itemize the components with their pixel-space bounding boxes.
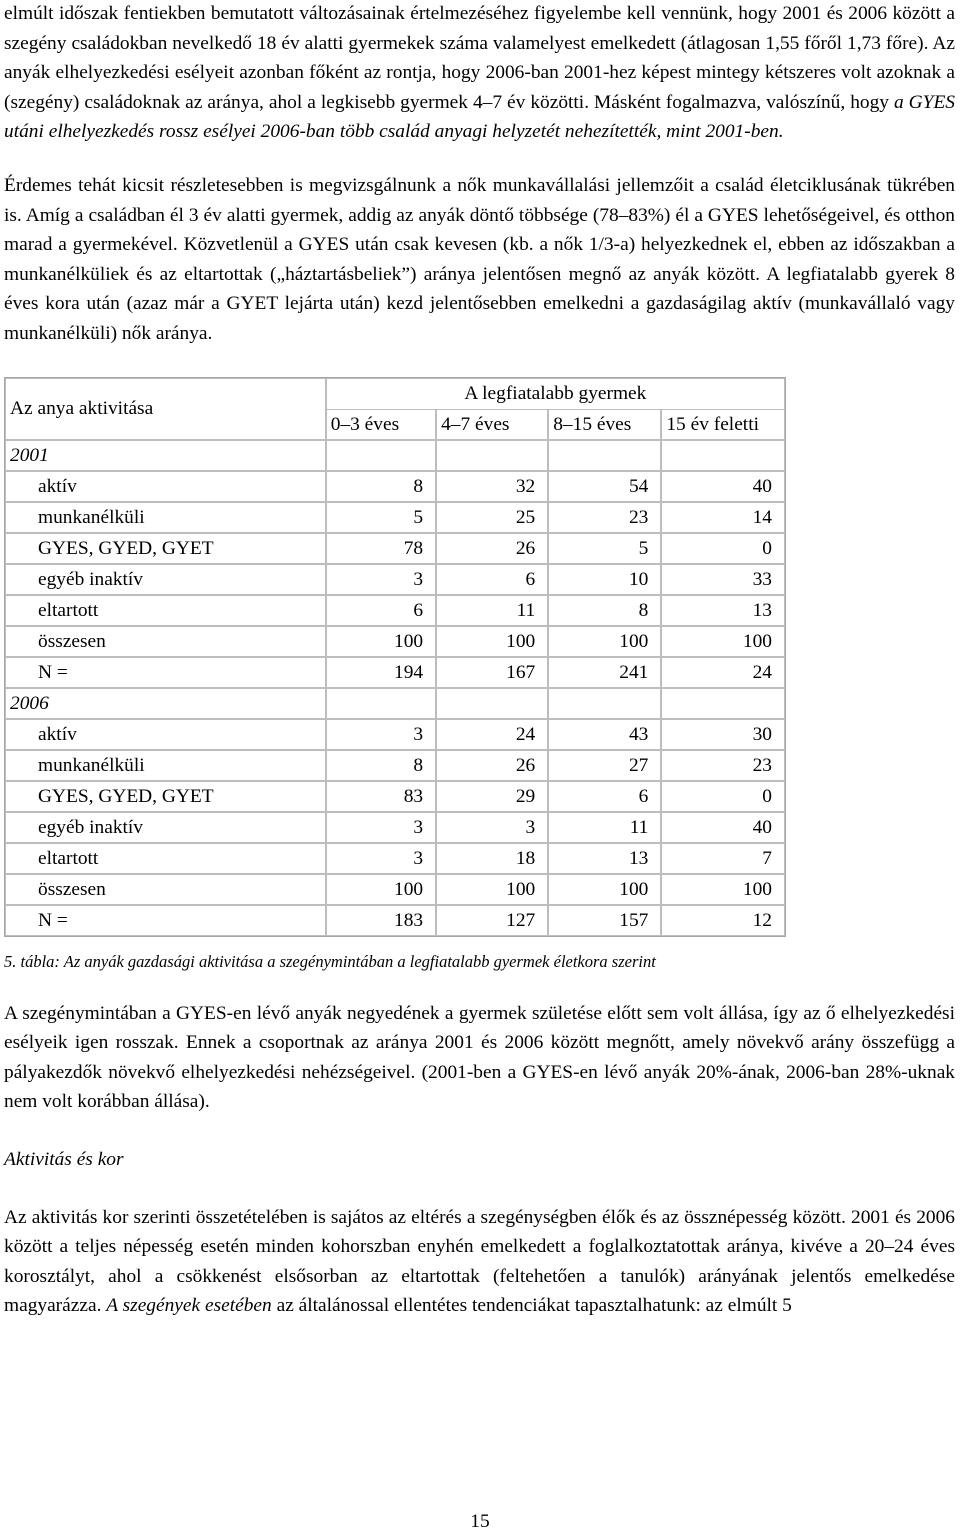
value-cell: 157 <box>548 905 661 936</box>
value-cell: 54 <box>548 471 661 502</box>
value-cell: 100 <box>548 626 661 657</box>
table-caption: 5. tábla: Az anyák gazdasági aktivitása a szegénymintában a legfiatalabb gyermek életkora szerint <box>4 951 656 971</box>
row-label: N = <box>5 905 326 936</box>
year-row <box>5 688 785 719</box>
row-label: aktív <box>5 471 326 502</box>
value-cell: 18 <box>436 843 548 874</box>
value-cell: 3 <box>326 812 436 843</box>
row-label: összesen <box>5 626 326 657</box>
value-cell: 33 <box>661 564 785 595</box>
value-cell: 0 <box>661 533 785 564</box>
paragraph-4-italic: A szegények esetében <box>106 1295 272 1317</box>
paragraph-1-italic: a GYES utáni elhelyezkedés rossz esélyei 2006-ban több család anyagi helyzetét nehezítették, mint 2001-ben. <box>4 91 955 143</box>
empty-cell <box>661 440 785 471</box>
value-cell: 241 <box>548 657 661 688</box>
table-row <box>5 471 785 502</box>
row-label: egyéb inaktív <box>5 812 326 843</box>
paragraph-4-text-end: az általánossal ellentétes tendenciákat tapasztalhatunk: az elmúlt 5 <box>271 1295 792 1317</box>
value-cell: 13 <box>661 595 785 626</box>
value-cell: 6 <box>326 595 436 626</box>
table-row <box>5 874 785 905</box>
value-cell: 3 <box>326 719 436 750</box>
value-cell: 29 <box>436 781 548 812</box>
table-row <box>5 657 785 688</box>
paragraph-4-text: Az aktivitás kor szerinti összetételében is sajátos az eltérés a szegénységben élők és az össznépesség között. 2001 és 2006 között a teljes népesség esetén minden kohorszban enyhén emelkedett a foglalkoztatottak aránya, kivéve a 20–24 éves korosztályt, ahol a csökkenést elsősorban az eltartottak (feltehetően a tanulók) arányának jelentős emelkedése magyarázza. <box>4 1206 955 1317</box>
value-cell: 23 <box>661 750 785 781</box>
column-header: 15 év feletti <box>661 409 785 440</box>
row-label: munkanélküli <box>5 502 326 533</box>
value-cell: 100 <box>326 874 436 905</box>
value-cell: 100 <box>326 626 436 657</box>
value-cell: 127 <box>436 905 548 936</box>
value-cell: 14 <box>661 502 785 533</box>
paragraph-2: Érdemes tehát kicsit részletesebben is megvizsgálnunk a nők munkavállalási jellemzőit a család életciklusának tükrében is. Amíg a családban él 3 év alatti gyermek, addig az anyák döntő többsége (78–83%) él a GYES lehetőségeivel, és otthon marad a gyermekével. Közvetlenül a GYES után csak kevesen (kb. a nők 1/3-a) helyezkednek el, ebben az időszakban a munkanélküliek és az eltartottak („háztartásbeliek”) aránya jelentősen megnő az anyák között. A legfiatalabb gyerek 8 éves kora után (azaz már a GYET lejárta után) kezd jelentősebben emelkedni a gazdaságilag aktív (munkavállaló vagy munkanélküli) nők aránya. <box>4 174 955 344</box>
value-cell: 23 <box>548 502 661 533</box>
value-cell: 10 <box>548 564 661 595</box>
table-row <box>5 905 785 936</box>
value-cell: 11 <box>436 595 548 626</box>
value-cell: 43 <box>548 719 661 750</box>
empty-cell <box>436 688 548 719</box>
paragraph-1 <box>4 0 955 147</box>
table-row <box>5 595 785 626</box>
table-row <box>5 750 785 781</box>
group-header-cell: A legfiatalabb gyermek <box>326 378 785 409</box>
value-cell: 83 <box>326 781 436 812</box>
value-cell: 3 <box>326 564 436 595</box>
table-row <box>5 781 785 812</box>
empty-cell <box>661 688 785 719</box>
value-cell: 8 <box>548 595 661 626</box>
value-cell: 40 <box>661 471 785 502</box>
value-cell: 100 <box>661 874 785 905</box>
value-cell: 78 <box>326 533 436 564</box>
value-cell: 13 <box>548 843 661 874</box>
value-cell: 167 <box>436 657 548 688</box>
row-label: egyéb inaktív <box>5 564 326 595</box>
value-cell: 183 <box>326 905 436 936</box>
table-row <box>5 812 785 843</box>
value-cell: 26 <box>436 533 548 564</box>
value-cell: 100 <box>661 626 785 657</box>
year-row <box>5 440 785 471</box>
activity-table <box>4 377 786 937</box>
row-label: munkanélküli <box>5 750 326 781</box>
value-cell: 24 <box>661 657 785 688</box>
row-header-cell: Az anya aktivitása <box>5 378 326 440</box>
value-cell: 3 <box>326 843 436 874</box>
value-cell: 5 <box>326 502 436 533</box>
row-label: aktív <box>5 719 326 750</box>
document-page <box>4 0 955 1321</box>
value-cell: 5 <box>548 533 661 564</box>
value-cell: 6 <box>436 564 548 595</box>
value-cell: 40 <box>661 812 785 843</box>
empty-cell <box>548 440 661 471</box>
paragraph-3: A szegénymintában a GYES-en lévő anyák negyedének a gyermek születése előtt sem volt állása, így az ő elhelyezkedési esélyeik igen rosszak. Ennek a csoportnak az aránya 2001 és 2006 között megnőtt, amely növekvő arány összefügg a pályakezdők növekvő elhelyezkedési nehézségeivel. (2001-ben a GYES-en lévő anyák 20%-ának, 2006-ban 28%-uknak nem volt korábban állása). <box>4 1002 955 1113</box>
section-title: Aktivitás és kor <box>4 1148 124 1170</box>
value-cell: 27 <box>548 750 661 781</box>
column-header: 8–15 éves <box>548 409 661 440</box>
row-label: eltartott <box>5 843 326 874</box>
value-cell: 100 <box>436 874 548 905</box>
table-row <box>5 719 785 750</box>
paragraph-1-text: elmúlt időszak fentiekben bemutatott változásainak értelmezéséhez figyelembe kell vennünk, hogy 2001 és 2006 között a szegény családokban nevelkedő 18 év alatti gyermekek száma valamelyest emelkedett (átlagosan 1,55 főről 1,73 főre). Az anyák elhelyezkedési esélyeit azonban főként az rontja, hogy 2006-ban 2001-hez képest mintegy kétszeres volt azoknak a (szegény) családoknak az aránya, ahol a legkisebb gyermek 4–7 év közötti. Másként fogalmazva, valószínű, hogy <box>4 3 955 113</box>
empty-cell <box>326 688 436 719</box>
page-number: 15 <box>470 1511 490 1532</box>
row-label: összesen <box>5 874 326 905</box>
value-cell: 6 <box>548 781 661 812</box>
value-cell: 3 <box>436 812 548 843</box>
empty-cell <box>436 440 548 471</box>
column-header: 0–3 éves <box>326 409 436 440</box>
value-cell: 0 <box>661 781 785 812</box>
row-label: GYES, GYED, GYET <box>5 781 326 812</box>
table-row <box>5 502 785 533</box>
empty-cell <box>548 688 661 719</box>
value-cell: 32 <box>436 471 548 502</box>
value-cell: 25 <box>436 502 548 533</box>
paragraph-4 <box>4 1203 955 1321</box>
value-cell: 26 <box>436 750 548 781</box>
table-header-row-1 <box>5 378 785 409</box>
value-cell: 100 <box>436 626 548 657</box>
value-cell: 12 <box>661 905 785 936</box>
year-label: 2001 <box>5 440 326 471</box>
value-cell: 11 <box>548 812 661 843</box>
row-label: GYES, GYED, GYET <box>5 533 326 564</box>
table-container <box>4 377 955 937</box>
value-cell: 100 <box>548 874 661 905</box>
empty-cell <box>326 440 436 471</box>
row-label: N = <box>5 657 326 688</box>
value-cell: 30 <box>661 719 785 750</box>
column-header: 4–7 éves <box>436 409 548 440</box>
value-cell: 194 <box>326 657 436 688</box>
year-label: 2006 <box>5 688 326 719</box>
value-cell: 7 <box>661 843 785 874</box>
value-cell: 24 <box>436 719 548 750</box>
table-row <box>5 564 785 595</box>
table-row <box>5 843 785 874</box>
table-row <box>5 626 785 657</box>
row-label: eltartott <box>5 595 326 626</box>
value-cell: 8 <box>326 471 436 502</box>
value-cell: 8 <box>326 750 436 781</box>
table-row <box>5 533 785 564</box>
